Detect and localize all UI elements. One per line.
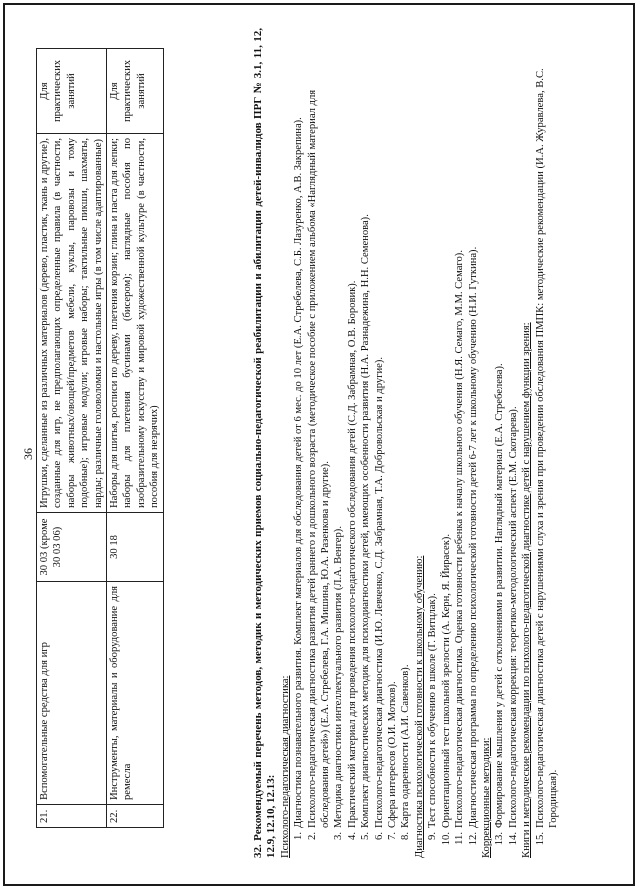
- row-code: 30 03 (кроме 30 03 06): [37, 513, 107, 582]
- list-item: [306, 28, 333, 858]
- row-number: 22.: [107, 805, 164, 828]
- item-text: Формирование мышления у детей с отклонениями в развитии. Наглядный материал (Е.А. Стребелева).: [494, 363, 506, 828]
- row-name: Инструменты, материалы и оборудование для ремесла: [107, 582, 164, 805]
- list-item: [292, 28, 305, 858]
- equipment-table: [36, 48, 164, 828]
- item-number: 14.: [507, 832, 519, 846]
- list-item: [534, 28, 561, 858]
- methods-list: [426, 28, 480, 858]
- list-item: [493, 28, 506, 858]
- item-text: Психолого-педагогическая диагностика развития детей раннего и дошкольного возраста (методическое пособие с приложением альбома «Наглядный материал для обследования детей») (Е.А. Стребелева, Г.А. Мишина, Ю.А. Разенкова и другие).: [306, 89, 332, 828]
- row-note: Для практических занятий: [107, 49, 164, 134]
- list-item: [440, 28, 453, 858]
- methods-section: [252, 28, 560, 858]
- list-item: [373, 28, 386, 858]
- section-title: 32. Рекомендуемый перечень методов, методик и методических приемов социально-педагогической реабилитации и абилитации детей-инвалидов ПРГ № 3.1, 11, 12, 12.9, 12.10, 12.13:: [252, 28, 278, 858]
- item-number: 8.: [400, 832, 412, 840]
- row-note: Для практических занятий: [37, 49, 107, 134]
- methods-list: [292, 28, 413, 858]
- item-number: 9.: [427, 832, 439, 840]
- item-text: Психолого-педагогическая диагностика (И.Ю. Левченко, С.Д. Забрамная, Т.А. Добровольская и другие).: [373, 356, 385, 828]
- methods-list: [493, 28, 520, 858]
- list-item: [386, 28, 399, 858]
- item-number: 3.: [333, 832, 345, 840]
- item-number: 5.: [360, 832, 372, 840]
- table-row: [107, 49, 164, 828]
- item-number: 6.: [373, 832, 385, 840]
- list-item: [332, 28, 345, 858]
- item-text: Психолого-педагогическая коррекция: теоретико-методологический аспект (Е.М. Скотарева).: [507, 406, 519, 828]
- item-number: 1.: [293, 832, 305, 840]
- list-item: [426, 28, 439, 858]
- list-item: [453, 28, 466, 858]
- group-heading: Книги и методические рекомендации по психолого-педагогической диагностике детей с нарушением функции зрения:: [521, 322, 533, 858]
- item-number: 4.: [346, 832, 358, 840]
- item-number: 2.: [306, 832, 318, 840]
- item-text: Практический материал для проведения психолого-педагогического обследования детей (С.Д. Забрамная, О.В. Боровик).: [346, 280, 358, 828]
- list-item: [359, 28, 372, 858]
- list-item: [507, 28, 520, 858]
- list-item: [346, 28, 359, 858]
- item-text: Тест способности к обучению в школе (Г. Витцлак).: [427, 593, 439, 828]
- row-number: 21.: [37, 805, 107, 828]
- item-text: Диагностика познавательного развития. Комплект материалов для обследования детей от 6 мес. до 10 лет (Е.А. Стребелева, С.Б. Лазуренко, А.В. Закрепина).: [293, 117, 305, 828]
- table-row: [37, 49, 107, 828]
- row-description: Наборы для шитья, росписи по дереву, плетения корзин; глина и паста для лепки; наборы для плетения бусинами (бисером); наглядные пособия по изобразительному искусству и мировой художественной культуре (в частности, пособия для незрячих): [107, 134, 164, 513]
- group-heading: Коррекционные методики:: [480, 737, 492, 858]
- item-number: 7.: [387, 832, 399, 840]
- item-text: Диагностическая программа по определению психологической готовности детей 6-7 лет к школьному обучению (Н.И. Гуткина).: [467, 246, 479, 828]
- list-item: [467, 28, 480, 858]
- item-number: 15.: [534, 832, 546, 846]
- item-text: Комплект диагностических методик для психодиагностики детей, имеющих особенности развития (Н.А. Разнадежина, Н.Н. Семенова).: [360, 214, 372, 828]
- rotated-page-content: [20, 10, 630, 870]
- item-text: Карта одаренности (А.И. Савенков).: [400, 664, 412, 828]
- row-code: 30 18: [107, 513, 164, 582]
- page-number: 36: [21, 448, 35, 460]
- item-text: Ориентационный тест школьной зрелости (А. Керн, Я. Йирасек).: [440, 533, 452, 828]
- row-description: Игрушки, сделанные из различных материалов (дерево, пластик, ткань и другие), созданные для игр, не предполагающих определенные правила (в частности, наборы животных/овощей/предметов мебели, куклы, паровозы и тому подобные); игровые модули; игровые наборы; тактильные пикши, шахматы, нарды; различные головоломки и настольные игры (в том числе адаптированные): [37, 134, 107, 513]
- group-heading: Психолого-педагогическая диагностика:: [279, 675, 291, 858]
- item-text: Методика диагностики интеллектуального развития (Л.А. Венгер).: [333, 526, 345, 828]
- item-text: Психолого-педагогическая диагностика. Оценка готовности ребенка к началу школьного обучения (Н.Я. Семаго, М.М. Семаго).: [454, 250, 466, 828]
- item-text: Психолого-педагогическая диагностика детей с нарушениями слуха и зрения при проведении обследования ПМПК: методические рекомендации (И.А. Журавлева, В.С. Городицкая).: [534, 68, 559, 828]
- item-text: Сфера интересов (О.И. Мотков).: [387, 681, 399, 828]
- row-name: Вспомогательные средства для игр: [37, 582, 107, 805]
- methods-list: [534, 28, 561, 858]
- item-number: 11.: [454, 832, 466, 845]
- item-number: 10.: [440, 832, 452, 846]
- item-number: 12.: [467, 832, 479, 846]
- list-item: [399, 28, 412, 858]
- item-number: 13.: [494, 832, 506, 846]
- group-heading: Диагностика психологической готовности к школьному обучению:: [413, 555, 425, 858]
